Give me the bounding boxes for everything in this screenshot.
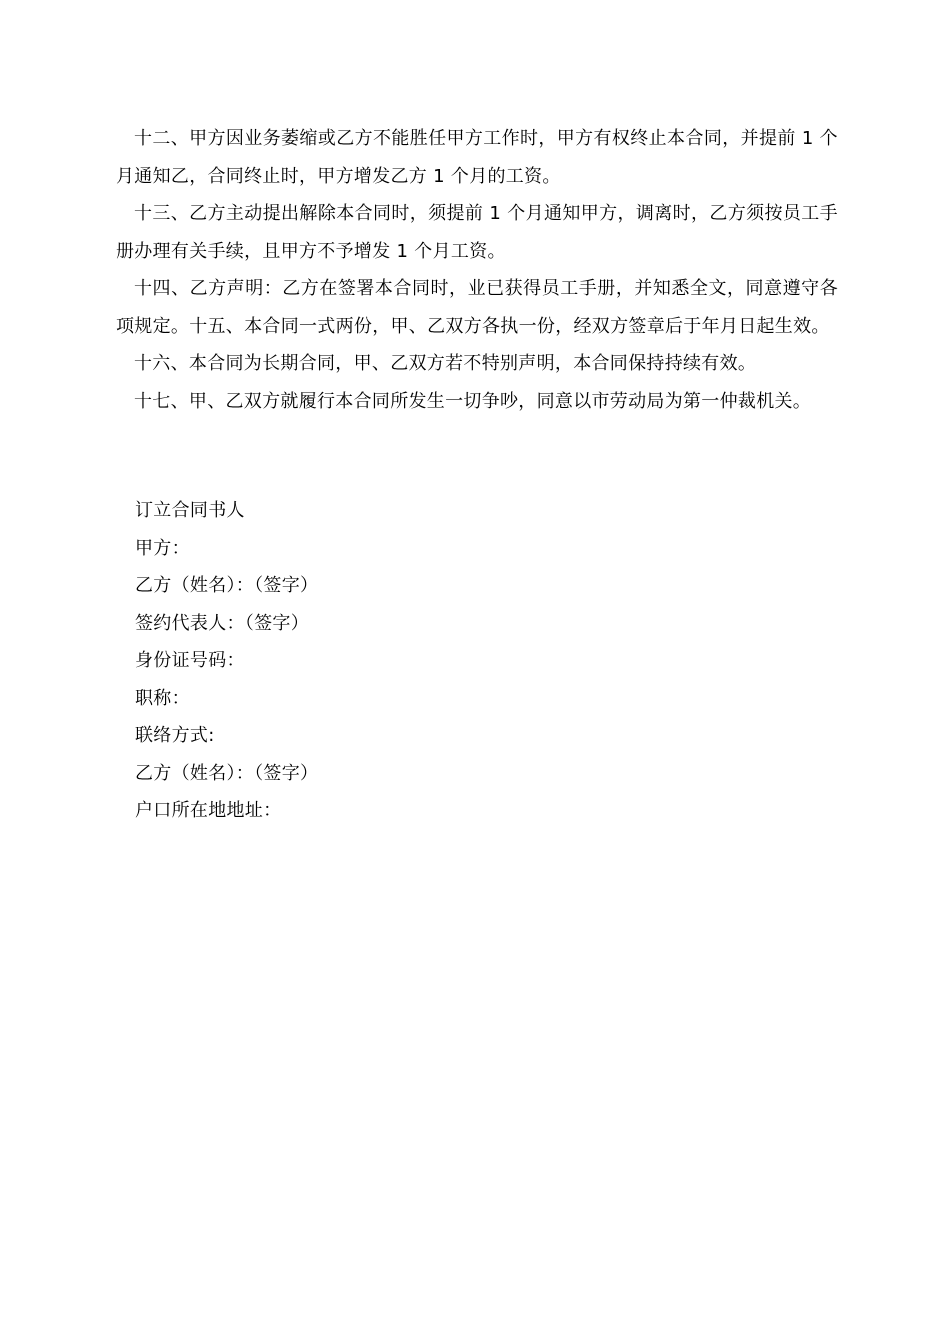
signature-block bbox=[135, 492, 735, 830]
id-number-field: 身份证号码： bbox=[135, 650, 245, 671]
party-b-name-field-2: 乙方（姓名）：（签字） bbox=[135, 762, 319, 784]
clause-16: 十六、本合同为长期合同，甲、乙双方若不特别声明，本合同保持持续有效。 bbox=[134, 353, 757, 374]
party-b-name-field: 乙方（姓名）：（签字） bbox=[135, 575, 319, 596]
representative-field: 签约代表人：（签字） bbox=[135, 612, 309, 634]
party-a-field: 甲方： bbox=[135, 537, 190, 559]
contract-clauses bbox=[116, 120, 838, 420]
clause-17: 十七、甲、乙双方就履行本合同所发生一切争吵，同意以市劳动局为第一仲裁机关。 bbox=[134, 390, 812, 412]
clause-12: 十二、甲方因业务萎缩或乙方不能胜任甲方工作时，甲方有权终止本合同，并提前 1 个月通知乙，合同终止时，甲方增发乙方 1 个月的工资。 bbox=[116, 128, 838, 187]
signature-heading: 订立合同书人 bbox=[135, 500, 245, 521]
clause-14-15: 十四、乙方声明：乙方在签署本合同时，业已获得员工手册，并知悉全文，同意遵守各项规定。十五、本合同一式两份，甲、乙双方各执一份，经双方签章后于年月日起生效。 bbox=[116, 278, 838, 337]
job-title-field: 职称： bbox=[135, 687, 190, 709]
household-address-field: 户口所在地地址： bbox=[135, 800, 282, 821]
clause-13: 十三、乙方主动提出解除本合同时，须提前 1 个月通知甲方，调离时，乙方须按员工手册办理有关手续，且甲方不予增发 1 个月工资。 bbox=[116, 203, 838, 262]
contact-field: 联络方式: bbox=[135, 725, 215, 746]
